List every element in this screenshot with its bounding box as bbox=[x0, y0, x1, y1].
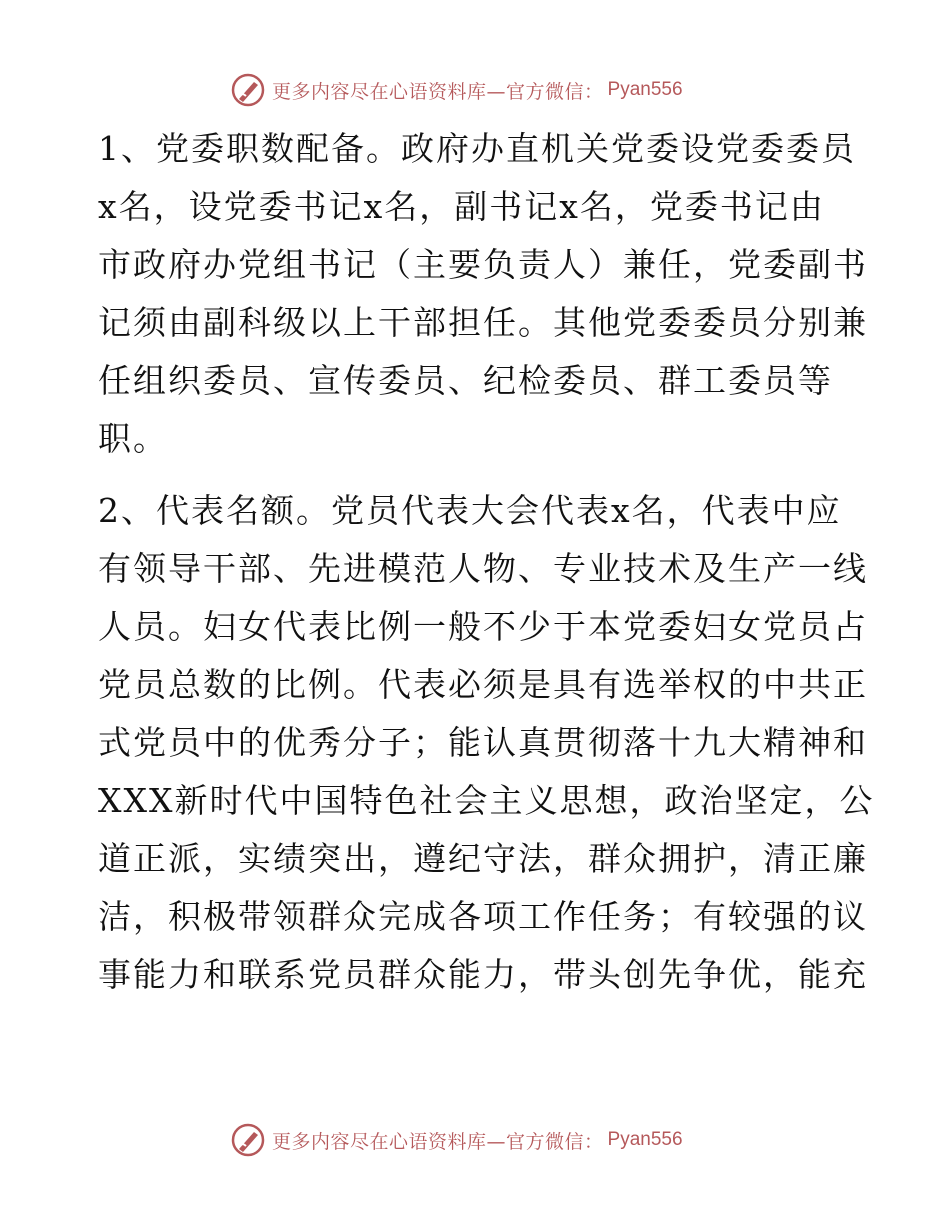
text-line: 职。 bbox=[98, 419, 168, 458]
text-line: 人员。妇女代表比例一般不少于本党委妇女党员占 bbox=[98, 607, 868, 646]
text-line: 式党员中的优秀分子；能认真贯彻落十九大精神和 bbox=[98, 723, 868, 762]
watermark-footer bbox=[230, 1120, 683, 1160]
paragraph-delegate-quota bbox=[98, 482, 875, 1004]
pen-seal-logo-icon bbox=[230, 72, 266, 108]
text-line: 2、代表名额。党员代表大会代表x名，代表中应 bbox=[98, 491, 842, 530]
text-line: XXX新时代中国特色社会主义思想，政治坚定，公 bbox=[98, 781, 875, 820]
text-line: x名，设党委书记x名，副书记x名，党委书记由 bbox=[98, 187, 825, 226]
document-body bbox=[98, 120, 875, 1004]
text-line: 党员总数的比例。代表必须是具有选举权的中共正 bbox=[98, 665, 868, 704]
watermark-text: 更多内容尽在心语资料库—官方微信： bbox=[272, 1130, 604, 1153]
watermark-wechat-id: Pyan556 bbox=[607, 79, 683, 100]
text-line: 任组织委员、宣传委员、纪检委员、群工委员等 bbox=[98, 361, 833, 400]
text-line: 有领导干部、先进模范人物、专业技术及生产一线 bbox=[98, 549, 868, 588]
watermark-text: 更多内容尽在心语资料库—官方微信： bbox=[272, 80, 604, 103]
text-line: 市政府办党组书记（主要负责人）兼任，党委副书 bbox=[98, 245, 868, 284]
text-line: 记须由副科级以上干部担任。其他党委委员分别兼 bbox=[98, 303, 868, 342]
text-line: 事能力和联系党员群众能力，带头创先争优，能充 bbox=[98, 955, 868, 994]
text-line: 1、党委职数配备。政府办直机关党委设党委委员 bbox=[98, 129, 856, 168]
watermark-header bbox=[230, 70, 683, 110]
pen-seal-logo-icon bbox=[230, 1122, 266, 1158]
text-line: 洁，积极带领群众完成各项工作任务；有较强的议 bbox=[98, 897, 868, 936]
watermark-wechat-id: Pyan556 bbox=[607, 1129, 683, 1150]
paragraph-staffing bbox=[98, 120, 868, 468]
text-line: 道正派，实绩突出，遵纪守法，群众拥护，清正廉 bbox=[98, 839, 868, 878]
